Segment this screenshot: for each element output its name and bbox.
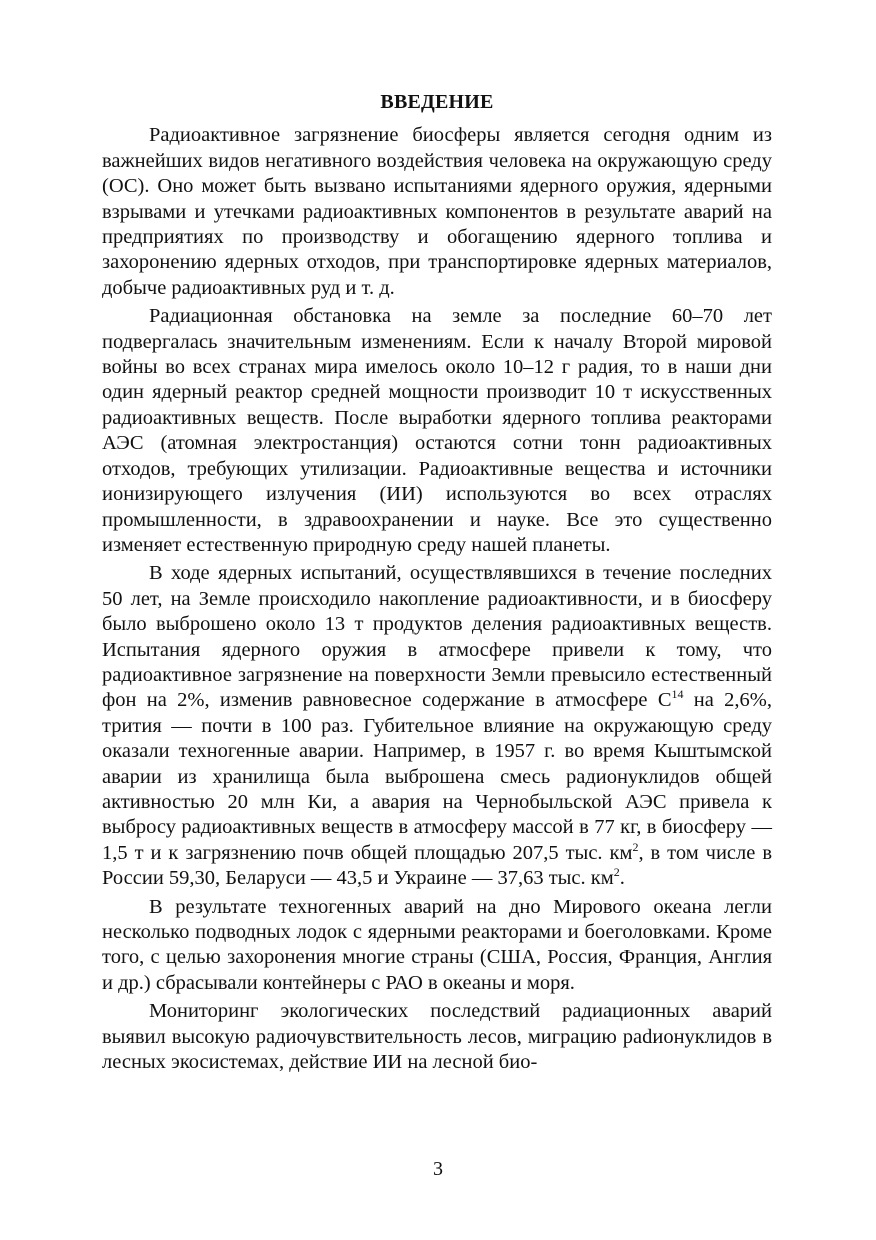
- paragraph-5: Мониторинг экологических последствий радиационных аварий выявил высокую радиочувствительность лесов, миграцию раdионуклидов в лесных экосистемах, действие ИИ на лесной био-: [102, 1000, 772, 1074]
- paragraph-4: В результате техногенных аварий на дно Мирового океана легли несколько подводных лодок с ядерными реакторами и боеголовками. Кроме того, с целью захоронения многие страны (США, Россия, Франция, Англия и др.) сбрасывали контейнеры с РАО в океаны и моря.: [102, 895, 772, 994]
- superscript-2-second: 2: [613, 865, 620, 880]
- page-body: [102, 90, 772, 1078]
- page-number: 3: [433, 1158, 443, 1180]
- paragraph-1: Радиоактивное загрязнение биосферы является сегодня одним из важнейших видов негативного воздействия человека на окружающую среду (ОС). Оно может быть вызвано испытаниями ядерного оружия, ядерными взрывами и утечками радиоактивных компонентов в результате аварий на предприятиях по производству и обогащению ядерного топлива и захоронению ядерных отходов, при транспортировке ядерных материалов, добыче радиоактивных руд и т. д.: [102, 124, 772, 299]
- paragraph-3-part-a: В ходе ядерных испытаний, осуществлявшихся в течение последних 50 лет, на Земле происходило накопление радиоактивности, и в биосферу было выброшено около 13 т продуктов деления радиоактивных веществ. Испытания ядерного оружия в атмосфере привели к тому, что радиоактивное загрязнение на поверхности Земли превысило естественный фон на 2%, изменив равновесное содержание в атмосфере С: [102, 562, 772, 712]
- paragraph-2: Радиационная обстановка на земле за последние 60–70 лет подвергалась значительным изменениям. Если к началу Второй мировой войны во всех странах мира имелось около 10–12 г радия, то в наши дни один ядерный реактор средней мощности производит 10 т искусственных радиоактивных веществ. После выработки ядерного топлива реакторами АЭС (атомная электростанция) остаются сотни тонн радиоактивных отходов, требующих утилизации. Радиоактивные вещества и источники ионизирующего излучения (ИИ) используются во всех отраслях промышленности, в здравоохранении и науке. Все это существенно изменяет естественную природную среду нашей планеты.: [102, 305, 772, 556]
- superscript-2-first: 2: [632, 839, 639, 854]
- paragraph-3-part-c: , в том числе в России 59,30, Беларуси — 43,5 и Украине — 37,63 тыс. км: [102, 841, 772, 890]
- paragraph-3: [102, 561, 772, 891]
- section-title: ВВЕДЕНИЕ: [380, 91, 494, 113]
- paragraph-3-part-d: .: [619, 867, 625, 890]
- paragraph-3-part-b: на 2,6%, трития — почти в 100 раз. Губительное влияние на окружающую среду оказали техногенные аварии. Например, в 1957 г. во время Кыштымской аварии из хранилища была выброшена смесь радионуклидов общей активностью 20 млн Ки, а авария на Чернобыльской АЭС привела к выбросу радиоактивных веществ в атмосферу массой в 77 кг, в биосферу — 1,5 т и к загрязнению почв общей площадью 207,5 тыс. км: [102, 689, 772, 864]
- superscript-14: 14: [671, 687, 684, 702]
